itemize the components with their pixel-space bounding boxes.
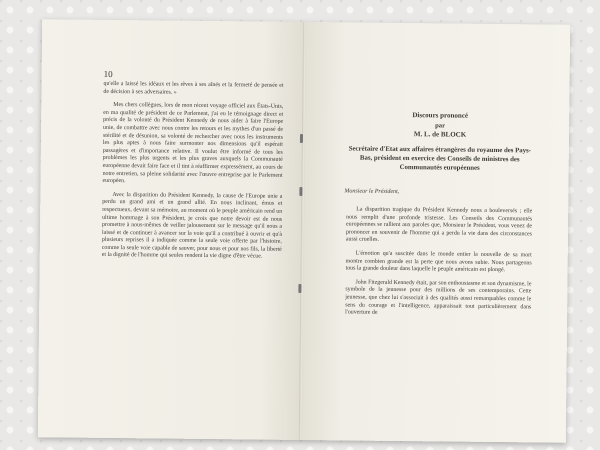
staple-top [300, 134, 303, 143]
left-text-column [102, 81, 284, 268]
right-text-column [345, 110, 533, 325]
right-paragraph-2: L'émotion qu'a suscitée dans le monde entier la nouvelle de sa mort montre combien grande est la perte que nous avons subie. Nous partageons tous la grande douleur dans laquelle le peuple américain est plongé. [345, 250, 532, 274]
speech-heading: Discours prononcé [412, 111, 469, 120]
speech-body [345, 206, 532, 319]
right-paragraph-1: La disparition tragique du Président Kennedy nous a bouleversés ; elle nous remplit d'une profonde tristesse. Les Conseils des Communautés européennes se rallient aux paroles que, Monsieur le Président, vous venez de prononcer en souvenir de l'homme qui a perdu la vie dans des circonstances aussi cruelles. [345, 206, 533, 244]
staple-middle [299, 187, 302, 196]
left-paragraph-1: qu'elle a laissé les idéaux et les rêves à ses aînés et la fermeté de pensée et de décision à ses adversaires. » [103, 80, 284, 96]
left-paragraph-3: Avec la disparition du Président Kennedy, la cause de l'Europe unie a perdu un grand ami et un grand allié. En nous inclinant, émus et respectueux, devant sa mémoire, au moment où le peuple américain rend un ultime hommage à son Président, je crois que notre devoir est de nous promettre à nous-mêmes de veiller jalousement sur le message qu'il nous a laissé et de continuer à avancer sur la voie qu'il a contribué à ouvrir et qu'à plusieurs reprises il a indiquée comme la seule voie offerte par l'histoire, comme la seule voie capable de sauver, pour nous et pour nos fils, la liberté et la dignité de l'homme qui seules rendent la vie digne d'être vécue. [101, 191, 283, 261]
right-page [302, 22, 570, 443]
right-paragraph-3: John Fitzgerald Kennedy était, par son enthousiasme et son dynamisme, le symbole de la jeunesse pour des millions de ses contemporains. Cette jeunesse, que chez lui s'associait à des qualités aussi remarquables comme le sens du courage et l'intelligence, apparaissait tout particulièrement dans l'ouverture de [345, 279, 532, 316]
left-paragraph-2: Mes chers collègues, lors de mon récent voyage officiel aux États-Unis, en ma qualité de président de ce Parlement, j'ai eu le témoignage direct et précis de la volonté du Président Kennedy de nous aider à faire l'Europe unie, de combattre avec nous contre les retours et les mythes d'un passé de stérilité et de désunion, sa volonté de rechercher avec nous les instruments les plus aptes à nous faire surmonter nos dimensions qu'il espérait passagères et d'importance relative. Il voulut être informé de tous les problèmes les plus urgents et les plus graves auxquels la Communauté européenne devait faire face et il tint à réaffirmer expressément, au cours de notre entretien, sa pleine solidarité avec l'œuvre entreprise par le Parlement européen. [102, 102, 284, 185]
salutation: Monsieur le Président, [344, 188, 400, 195]
open-booklet [38, 19, 570, 443]
speech-by: par [435, 122, 446, 130]
left-page [38, 19, 304, 440]
speaker-name: M. L. de BLOCK [413, 130, 467, 139]
page-number: 10 [103, 68, 113, 79]
speaker-title: Secrétaire d'Etat aux affaires étrangères du royaume des Pays-Bas, président en exercice des Conseils de ministres des Communautés européennes [348, 145, 531, 172]
staple-bottom [298, 284, 301, 293]
